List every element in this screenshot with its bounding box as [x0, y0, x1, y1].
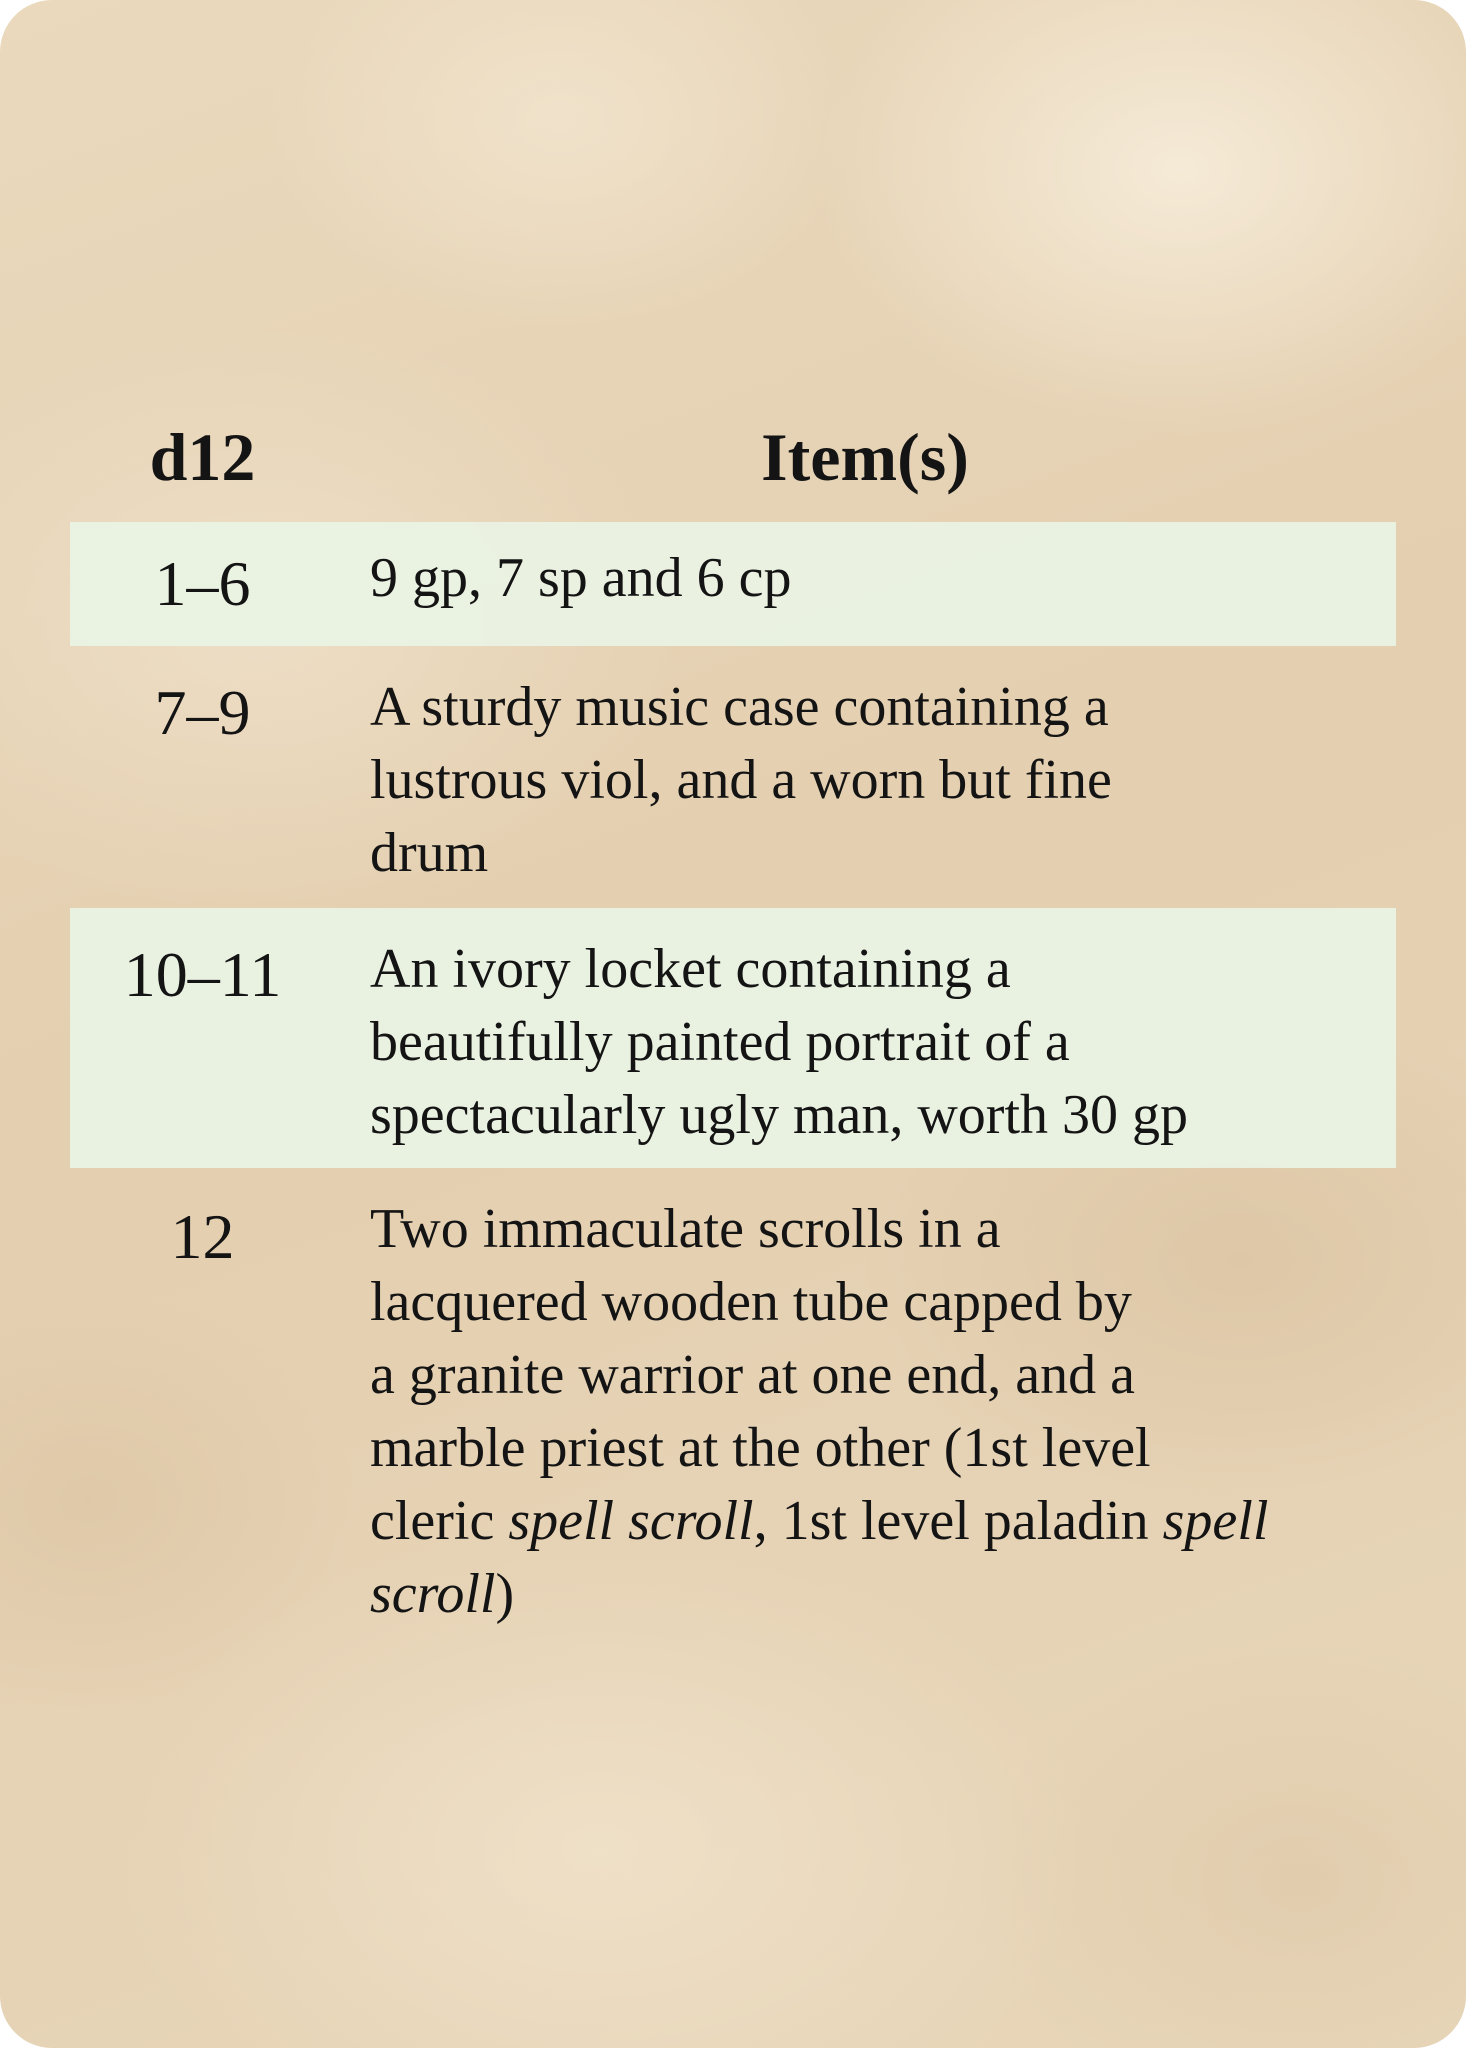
item-line: A sturdy music case containing a [370, 676, 1109, 738]
row-roll: 7–9 [154, 677, 251, 748]
item-line: lacquered wooden tube capped by [370, 1271, 1132, 1333]
row-item [370, 1193, 1430, 1631]
row-item [370, 542, 1430, 615]
header-item: Item(s) [761, 419, 969, 495]
table-header [0, 418, 1466, 508]
table-row [70, 1168, 1396, 1648]
item-line: Two immaculate scrolls in a [370, 1198, 1001, 1260]
row-roll: 10–11 [123, 939, 282, 1010]
item-italic-text: scroll [370, 1563, 496, 1625]
row-item [370, 933, 1430, 1152]
item-text: cleric [370, 1490, 509, 1552]
item-line [370, 1485, 1430, 1558]
header-roll: d12 [149, 419, 256, 495]
item-line: 9 gp, 7 sp and 6 cp [370, 547, 792, 609]
item-text: ) [495, 1563, 515, 1625]
table-row [70, 908, 1396, 1168]
row-roll: 1–6 [154, 548, 251, 619]
item-line [370, 1558, 1430, 1631]
item-line: beautifully painted portrait of a [370, 1011, 1070, 1073]
row-roll: 12 [170, 1201, 235, 1272]
table-row [70, 646, 1396, 908]
table-row [70, 522, 1396, 646]
item-line: a granite warrior at one end, and a [370, 1344, 1135, 1406]
item-text: , 1st level paladin [753, 1490, 1163, 1552]
item-line: spectacularly ugly man, worth 30 gp [370, 1084, 1189, 1146]
item-line: An ivory locket containing a [370, 938, 1011, 1000]
item-italic-text: spell scroll [508, 1490, 754, 1552]
row-item [370, 671, 1430, 890]
item-italic-text: spell [1162, 1490, 1269, 1552]
item-line: drum [370, 822, 489, 884]
item-line: marble priest at the other (1st level [370, 1417, 1151, 1479]
item-line: lustrous viol, and a worn but fine [370, 749, 1112, 811]
